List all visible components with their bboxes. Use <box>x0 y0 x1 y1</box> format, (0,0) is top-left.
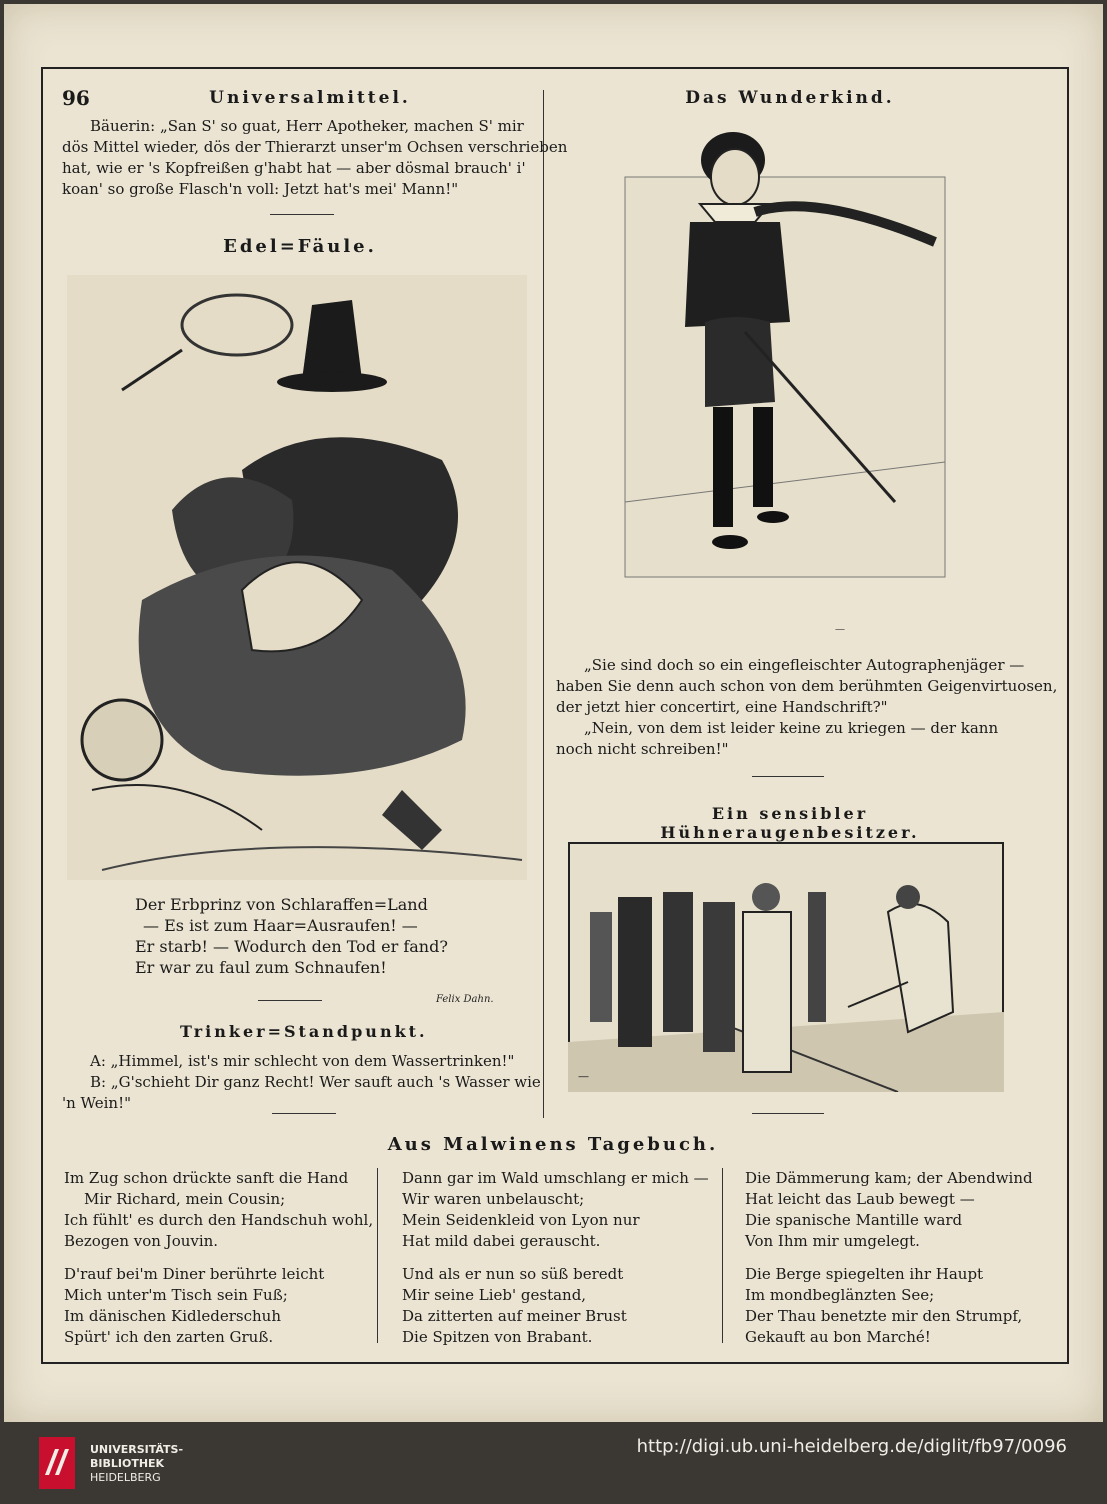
text-line: „Nein, von dem ist leider keine zu kriegen — der kann <box>584 719 999 737</box>
stanza-gap <box>402 1252 712 1264</box>
poem-line: Mir Richard, mein Cousin; <box>84 1190 286 1208</box>
poem-line: Von Ihm mir umgelegt. <box>745 1232 920 1250</box>
page-number: 96 <box>62 86 90 110</box>
svg-text:—: — <box>835 624 845 635</box>
logo-line: HEIDELBERG <box>90 1471 161 1484</box>
text-line: hat, wie er 's Kopfreißen g'habt hat — aber dösmal brauch' i' <box>62 159 526 177</box>
trinker-title: Trinker=Standpunkt. <box>180 1022 428 1041</box>
poem-line: Bezogen von Jouvin. <box>64 1232 219 1250</box>
wunderkind-text <box>556 655 1058 760</box>
column-divider <box>722 1168 723 1343</box>
text-line: B: „G'schieht Dir ganz Recht! Wer sauft auch 's Wasser wie <box>90 1073 541 1091</box>
universalmittel-title: Universalmittel. <box>209 88 411 108</box>
poem-line: Wir waren unbelauscht; <box>402 1190 585 1208</box>
huehneraugen-illustration <box>568 842 1004 1092</box>
text-line: A: „Himmel, ist's mir schlecht von dem Wassertrinken!" <box>90 1052 515 1070</box>
malwine-column-1 <box>64 1168 374 1348</box>
source-url-link[interactable]: http://digi.ub.uni-heidelberg.de/diglit/fb97/0096 <box>636 1436 1067 1457</box>
poem-line: Die spanische Mantille ward <box>745 1211 963 1229</box>
text-line: „Sie sind doch so ein eingefleischter Autographenjäger — <box>584 656 1025 674</box>
edel-faeule-title: Edel=Fäule. <box>223 236 377 257</box>
text-line: dös Mittel wieder, dös der Thierarzt unser'm Ochsen verschrieben <box>62 138 568 156</box>
text-line: der jetzt hier concertirt, eine Handschrift?" <box>556 698 888 716</box>
wunderkind-title: Das Wunderkind. <box>685 88 895 108</box>
column-divider <box>543 90 544 1118</box>
malwine-column-2 <box>402 1168 712 1348</box>
huehneraugen-title: Ein sensibler Hühneraugenbesitzer. <box>660 804 920 842</box>
poem-line: Im mondbeglänzten See; <box>745 1286 935 1304</box>
poem-line: Mich unter'm Tisch sein Fuß; <box>64 1286 288 1304</box>
poem-line: D'rauf bei'm Diner berührte leicht <box>64 1265 325 1283</box>
section-rule <box>752 1113 824 1114</box>
poem-line: Die Berge spiegelten ihr Haupt <box>745 1265 984 1283</box>
trinker-text <box>62 1051 541 1114</box>
poem-line: Im Zug schon drückte sanft die Hand <box>64 1169 349 1187</box>
poem-line: Und als er nun so süß beredt <box>402 1265 624 1283</box>
poem-line: Der Thau benetzte mir den Strumpf, <box>745 1307 1023 1325</box>
malwine-title: Aus Malwinens Tagebuch. <box>387 1134 719 1155</box>
poem-line: Gekauft au bon Marché! <box>745 1328 931 1346</box>
text-line: koan' so große Flasch'n voll: Jetzt hat's mei' Mann!" <box>62 180 459 198</box>
logo-line: UNIVERSITÄTS- <box>90 1443 184 1456</box>
logo-line: BIBLIOTHEK <box>90 1457 165 1470</box>
text-line: Bäuerin: „San S' so guat, Herr Apotheker, machen S' mir <box>90 117 524 135</box>
poem-line: — Es ist zum Haar=Ausraufen! — <box>143 916 418 935</box>
edel-faeule-drawing <box>62 270 532 885</box>
poem-line: Hat mild dabei gerauscht. <box>402 1232 601 1250</box>
text-line: haben Sie denn auch schon von dem berühmten Geigenvirtuosen, <box>556 677 1058 695</box>
poem-line: Mein Seidenkleid von Lyon nur <box>402 1211 640 1229</box>
poem-line: Mir seine Lieb' gestand, <box>402 1286 587 1304</box>
logo-mark <box>37 1435 77 1491</box>
stanza-gap <box>64 1252 369 1264</box>
poem-line: Im dänischen Kidlederschuh <box>64 1307 281 1325</box>
poem-line: Hat leicht das Laub bewegt — <box>745 1190 975 1208</box>
wunderkind-illustration <box>605 122 960 647</box>
poem-line: Er starb! — Wodurch den Tod er fand? <box>135 937 448 956</box>
column-divider <box>377 1168 378 1343</box>
section-rule <box>270 214 334 215</box>
universalmittel-text <box>62 116 568 200</box>
university-logo-icon[interactable] <box>37 1435 77 1491</box>
poem-line: Spürt' ich den zarten Gruß. <box>64 1328 274 1346</box>
section-rule <box>752 776 824 777</box>
section-rule <box>272 1113 336 1114</box>
text-line: noch nicht schreiben!" <box>556 740 729 758</box>
huehneraugen-drawing <box>568 842 1004 1092</box>
edel-faeule-author: Felix Dahn. <box>436 994 494 1005</box>
poem-line: Die Spitzen von Brabant. <box>402 1328 593 1346</box>
poem-line: Die Dämmerung kam; der Abendwind <box>745 1169 1033 1187</box>
edel-faeule-illustration <box>62 270 532 885</box>
wunderkind-drawing <box>605 122 960 647</box>
malwine-column-3 <box>745 1168 1045 1348</box>
university-name[interactable] <box>90 1443 183 1485</box>
poem-line: Da zitterten auf meiner Brust <box>402 1307 627 1325</box>
poem-line: Der Erbprinz von Schlaraffen=Land <box>135 895 428 914</box>
svg-text:—: — <box>578 1070 589 1083</box>
text-line: 'n Wein!" <box>62 1094 132 1112</box>
stanza-gap <box>745 1252 1045 1264</box>
poem-line: Er war zu faul zum Schnaufen! <box>135 958 387 977</box>
edel-faeule-poem <box>135 894 495 978</box>
section-rule <box>258 1000 322 1001</box>
poem-line: Dann gar im Wald umschlang er mich — <box>402 1169 709 1187</box>
poem-line: Ich fühlt' es durch den Handschuh wohl, <box>64 1211 374 1229</box>
